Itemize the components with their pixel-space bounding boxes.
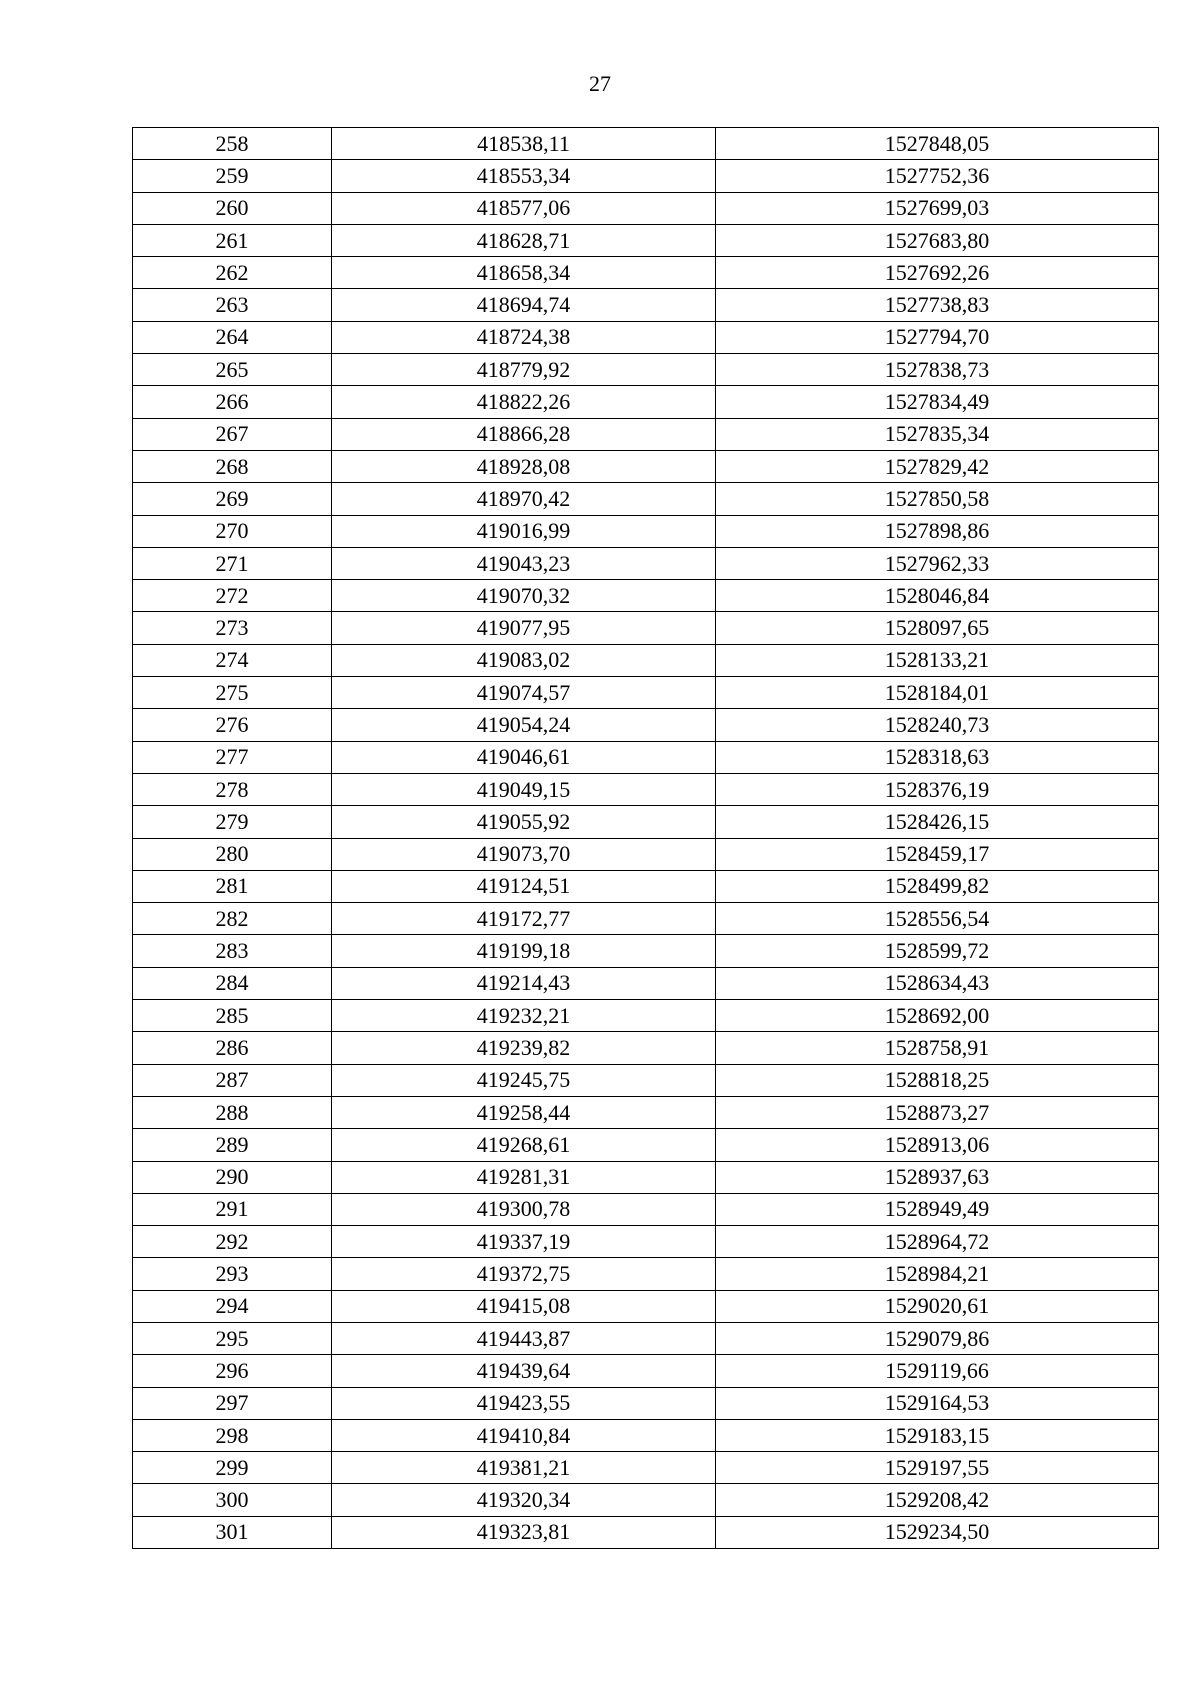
y-coordinate-cell: 1528964,72 (716, 1226, 1159, 1258)
table-row (133, 967, 1159, 999)
table-row (133, 192, 1159, 224)
table-row (133, 1258, 1159, 1290)
point-number-cell: 283 (133, 935, 332, 967)
y-coordinate-cell: 1528818,25 (716, 1064, 1159, 1096)
y-coordinate-cell: 1527683,80 (716, 224, 1159, 256)
point-number-cell: 261 (133, 224, 332, 256)
y-coordinate-cell: 1527829,42 (716, 450, 1159, 482)
y-coordinate-cell: 1529020,61 (716, 1290, 1159, 1322)
x-coordinate-cell: 419232,21 (332, 1000, 716, 1032)
table-row (133, 1064, 1159, 1096)
coordinates-table-body (133, 128, 1159, 1549)
y-coordinate-cell: 1527835,34 (716, 418, 1159, 450)
y-coordinate-cell: 1527794,70 (716, 321, 1159, 353)
table-row (133, 128, 1159, 160)
y-coordinate-cell: 1529164,53 (716, 1387, 1159, 1419)
x-coordinate-cell: 418628,71 (332, 224, 716, 256)
y-coordinate-cell: 1529197,55 (716, 1452, 1159, 1484)
point-number-cell: 299 (133, 1452, 332, 1484)
point-number-cell: 297 (133, 1387, 332, 1419)
x-coordinate-cell: 418658,34 (332, 257, 716, 289)
table-row (133, 1355, 1159, 1387)
x-coordinate-cell: 419423,55 (332, 1387, 716, 1419)
point-number-cell: 265 (133, 354, 332, 386)
y-coordinate-cell: 1528634,43 (716, 967, 1159, 999)
table-row (133, 935, 1159, 967)
table-row (133, 1193, 1159, 1225)
y-coordinate-cell: 1528133,21 (716, 644, 1159, 676)
table-row (133, 160, 1159, 192)
y-coordinate-cell: 1527692,26 (716, 257, 1159, 289)
y-coordinate-cell: 1528984,21 (716, 1258, 1159, 1290)
y-coordinate-cell: 1527752,36 (716, 160, 1159, 192)
point-number-cell: 274 (133, 644, 332, 676)
table-row (133, 515, 1159, 547)
point-number-cell: 285 (133, 1000, 332, 1032)
x-coordinate-cell: 419055,92 (332, 806, 716, 838)
point-number-cell: 263 (133, 289, 332, 321)
table-row (133, 1129, 1159, 1161)
point-number-cell: 287 (133, 1064, 332, 1096)
x-coordinate-cell: 418538,11 (332, 128, 716, 160)
table-row (133, 1032, 1159, 1064)
y-coordinate-cell: 1528556,54 (716, 903, 1159, 935)
x-coordinate-cell: 418724,38 (332, 321, 716, 353)
table-row (133, 1226, 1159, 1258)
point-number-cell: 288 (133, 1096, 332, 1128)
point-number-cell: 290 (133, 1161, 332, 1193)
table-row (133, 289, 1159, 321)
point-number-cell: 296 (133, 1355, 332, 1387)
y-coordinate-cell: 1528184,01 (716, 677, 1159, 709)
y-coordinate-cell: 1528499,82 (716, 870, 1159, 902)
point-number-cell: 295 (133, 1322, 332, 1354)
point-number-cell: 282 (133, 903, 332, 935)
table-row (133, 644, 1159, 676)
x-coordinate-cell: 419281,31 (332, 1161, 716, 1193)
point-number-cell: 281 (133, 870, 332, 902)
table-row (133, 741, 1159, 773)
x-coordinate-cell: 419372,75 (332, 1258, 716, 1290)
x-coordinate-cell: 419054,24 (332, 709, 716, 741)
table-row (133, 870, 1159, 902)
point-number-cell: 270 (133, 515, 332, 547)
x-coordinate-cell: 419323,81 (332, 1516, 716, 1548)
point-number-cell: 267 (133, 418, 332, 450)
y-coordinate-cell: 1529183,15 (716, 1419, 1159, 1451)
point-number-cell: 280 (133, 838, 332, 870)
y-coordinate-cell: 1527838,73 (716, 354, 1159, 386)
x-coordinate-cell: 419199,18 (332, 935, 716, 967)
table-row (133, 1000, 1159, 1032)
x-coordinate-cell: 419073,70 (332, 838, 716, 870)
point-number-cell: 292 (133, 1226, 332, 1258)
x-coordinate-cell: 419043,23 (332, 547, 716, 579)
point-number-cell: 271 (133, 547, 332, 579)
x-coordinate-cell: 419070,32 (332, 580, 716, 612)
point-number-cell: 278 (133, 773, 332, 805)
y-coordinate-cell: 1528913,06 (716, 1129, 1159, 1161)
table-row (133, 838, 1159, 870)
point-number-cell: 260 (133, 192, 332, 224)
point-number-cell: 301 (133, 1516, 332, 1548)
y-coordinate-cell: 1527850,58 (716, 483, 1159, 515)
x-coordinate-cell: 419415,08 (332, 1290, 716, 1322)
x-coordinate-cell: 419410,84 (332, 1419, 716, 1451)
table-row (133, 1161, 1159, 1193)
y-coordinate-cell: 1528318,63 (716, 741, 1159, 773)
table-row (133, 224, 1159, 256)
x-coordinate-cell: 419268,61 (332, 1129, 716, 1161)
y-coordinate-cell: 1528949,49 (716, 1193, 1159, 1225)
point-number-cell: 258 (133, 128, 332, 160)
y-coordinate-cell: 1527898,86 (716, 515, 1159, 547)
table-row (133, 903, 1159, 935)
table-row (133, 1484, 1159, 1516)
table-row (133, 321, 1159, 353)
y-coordinate-cell: 1528937,63 (716, 1161, 1159, 1193)
table-row (133, 1387, 1159, 1419)
point-number-cell: 289 (133, 1129, 332, 1161)
x-coordinate-cell: 419074,57 (332, 677, 716, 709)
x-coordinate-cell: 419337,19 (332, 1226, 716, 1258)
table-row (133, 1516, 1159, 1548)
table-row (133, 1290, 1159, 1322)
y-coordinate-cell: 1527699,03 (716, 192, 1159, 224)
x-coordinate-cell: 419046,61 (332, 741, 716, 773)
x-coordinate-cell: 418577,06 (332, 192, 716, 224)
x-coordinate-cell: 418553,34 (332, 160, 716, 192)
point-number-cell: 294 (133, 1290, 332, 1322)
point-number-cell: 262 (133, 257, 332, 289)
point-number-cell: 293 (133, 1258, 332, 1290)
point-number-cell: 291 (133, 1193, 332, 1225)
point-number-cell: 272 (133, 580, 332, 612)
table-row (133, 1419, 1159, 1451)
y-coordinate-cell: 1528097,65 (716, 612, 1159, 644)
table-row (133, 1322, 1159, 1354)
x-coordinate-cell: 418779,92 (332, 354, 716, 386)
x-coordinate-cell: 419300,78 (332, 1193, 716, 1225)
x-coordinate-cell: 419439,64 (332, 1355, 716, 1387)
y-coordinate-cell: 1528758,91 (716, 1032, 1159, 1064)
table-row (133, 612, 1159, 644)
y-coordinate-cell: 1529079,86 (716, 1322, 1159, 1354)
point-number-cell: 275 (133, 677, 332, 709)
page-number: 27 (589, 71, 611, 96)
x-coordinate-cell: 418928,08 (332, 450, 716, 482)
x-coordinate-cell: 419245,75 (332, 1064, 716, 1096)
table-row (133, 483, 1159, 515)
table-row (133, 773, 1159, 805)
point-number-cell: 259 (133, 160, 332, 192)
point-number-cell: 284 (133, 967, 332, 999)
table-row (133, 709, 1159, 741)
table-row (133, 386, 1159, 418)
table-row (133, 806, 1159, 838)
point-number-cell: 268 (133, 450, 332, 482)
point-number-cell: 286 (133, 1032, 332, 1064)
x-coordinate-cell: 419320,34 (332, 1484, 716, 1516)
y-coordinate-cell: 1527834,49 (716, 386, 1159, 418)
x-coordinate-cell: 418970,42 (332, 483, 716, 515)
y-coordinate-cell: 1528426,15 (716, 806, 1159, 838)
y-coordinate-cell: 1527962,33 (716, 547, 1159, 579)
x-coordinate-cell: 419443,87 (332, 1322, 716, 1354)
point-number-cell: 277 (133, 741, 332, 773)
x-coordinate-cell: 419239,82 (332, 1032, 716, 1064)
point-number-cell: 273 (133, 612, 332, 644)
x-coordinate-cell: 419049,15 (332, 773, 716, 805)
point-number-cell: 276 (133, 709, 332, 741)
y-coordinate-cell: 1528240,73 (716, 709, 1159, 741)
y-coordinate-cell: 1528459,17 (716, 838, 1159, 870)
table-row (133, 450, 1159, 482)
x-coordinate-cell: 419258,44 (332, 1096, 716, 1128)
x-coordinate-cell: 419016,99 (332, 515, 716, 547)
y-coordinate-cell: 1528046,84 (716, 580, 1159, 612)
y-coordinate-cell: 1527848,05 (716, 128, 1159, 160)
x-coordinate-cell: 419214,43 (332, 967, 716, 999)
table-row (133, 580, 1159, 612)
x-coordinate-cell: 419077,95 (332, 612, 716, 644)
x-coordinate-cell: 419083,02 (332, 644, 716, 676)
x-coordinate-cell: 418822,26 (332, 386, 716, 418)
point-number-cell: 298 (133, 1419, 332, 1451)
x-coordinate-cell: 418866,28 (332, 418, 716, 450)
table-row (133, 418, 1159, 450)
y-coordinate-cell: 1529234,50 (716, 1516, 1159, 1548)
y-coordinate-cell: 1529208,42 (716, 1484, 1159, 1516)
coordinates-table (132, 127, 1159, 1549)
y-coordinate-cell: 1527738,83 (716, 289, 1159, 321)
table-row (133, 677, 1159, 709)
table-row (133, 257, 1159, 289)
table-row (133, 354, 1159, 386)
point-number-cell: 269 (133, 483, 332, 515)
x-coordinate-cell: 419381,21 (332, 1452, 716, 1484)
table-row (133, 547, 1159, 579)
y-coordinate-cell: 1528599,72 (716, 935, 1159, 967)
x-coordinate-cell: 419172,77 (332, 903, 716, 935)
x-coordinate-cell: 419124,51 (332, 870, 716, 902)
x-coordinate-cell: 418694,74 (332, 289, 716, 321)
y-coordinate-cell: 1529119,66 (716, 1355, 1159, 1387)
point-number-cell: 264 (133, 321, 332, 353)
point-number-cell: 266 (133, 386, 332, 418)
y-coordinate-cell: 1528376,19 (716, 773, 1159, 805)
table-row (133, 1452, 1159, 1484)
table-row (133, 1096, 1159, 1128)
y-coordinate-cell: 1528692,00 (716, 1000, 1159, 1032)
point-number-cell: 300 (133, 1484, 332, 1516)
point-number-cell: 279 (133, 806, 332, 838)
y-coordinate-cell: 1528873,27 (716, 1096, 1159, 1128)
